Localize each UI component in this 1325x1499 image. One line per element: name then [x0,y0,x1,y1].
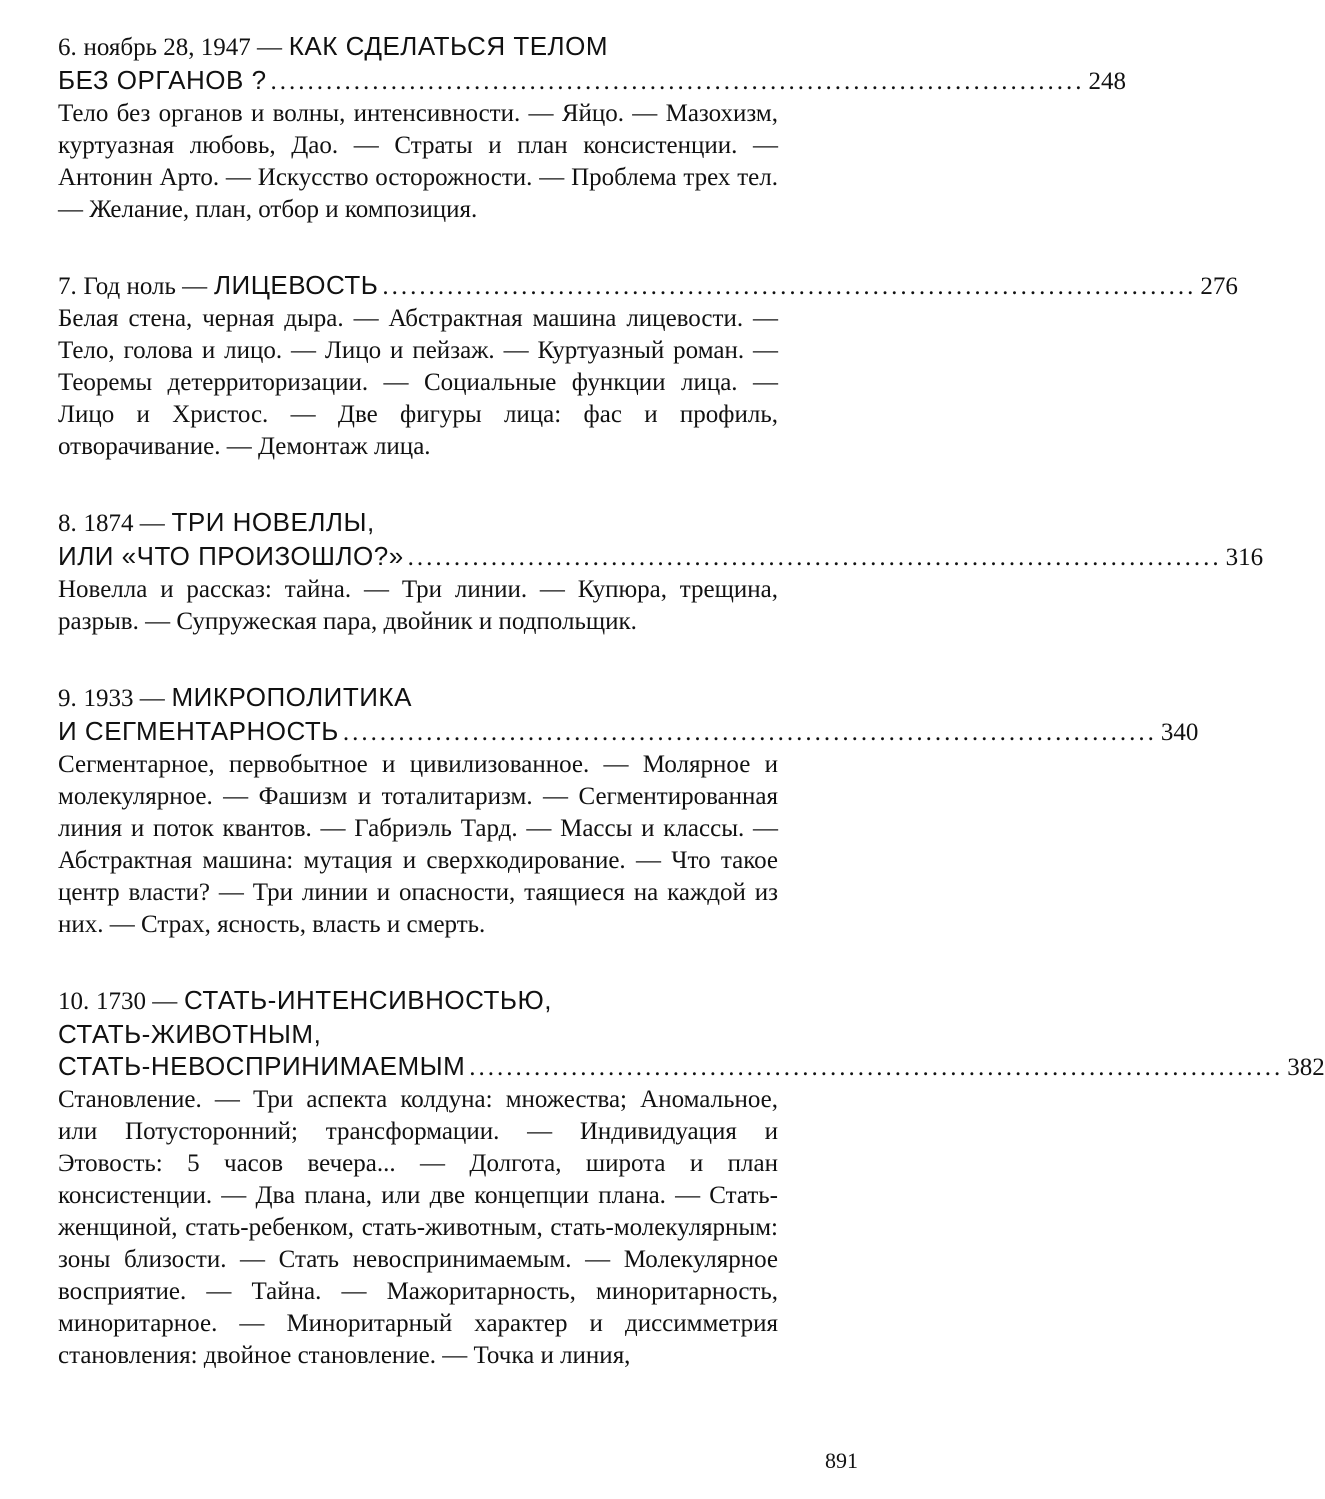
entry-title-continuation [58,1018,778,1050]
entry-leader-line [58,540,1264,574]
dot-leader: ........................................................................................ [407,544,1222,571]
page-number: 340 [1160,719,1199,746]
entry-heading [58,30,778,64]
chapter-title-line: И СЕГМЕНТАРНОСТЬ [58,716,339,746]
entry-leader-line [58,1050,1325,1084]
chapter-date: 1874 — [83,510,165,537]
toc-entry-8 [58,506,1264,638]
chapter-title-line: КАК СДЕЛАТЬСЯ ТЕЛОМ [288,31,608,61]
chapter-number: 6. [58,34,77,61]
chapter-title-line: БЕЗ ОРГАНОВ ? [58,65,267,95]
toc-entry-7 [58,269,1238,463]
chapter-date: 1933 — [83,685,165,712]
entry-leader-line [58,269,1238,303]
chapter-number: 10. [58,988,90,1015]
page-number: 248 [1088,68,1127,95]
folio-page-number: 891 [825,1448,858,1473]
chapter-summary: Белая стена, черная дыра. — Абстрактная машина лицевости. — Тело, голова и лицо. — Лицо и пейзаж. — Куртуазный роман. — Теоремы детерриторизации. — Социальные функции лица. — Лицо и Христос. — Две фигуры лица: фас и профиль, отворачивание. — Демонтаж лица. [58,305,778,460]
chapter-title-line: ТРИ НОВЕЛЛЫ, [171,507,375,537]
entry-leader-line [58,715,1199,749]
dot-leader: ........................................................................................ [342,719,1157,746]
page-number: 316 [1225,544,1264,571]
chapter-number: 9. [58,685,77,712]
chapter-number: 8. [58,510,77,537]
chapter-date: Год ноль — [83,273,208,300]
chapter-title-line: СТАТЬ-ЖИВОТНЫМ, [58,1019,322,1049]
chapter-date: ноябрь 28, 1947 — [83,34,283,61]
chapter-title-line: СТАТЬ-НЕВОСПРИНИМАЕМЫМ [58,1051,466,1081]
toc-entry-10 [58,984,1325,1372]
toc-entry-6 [58,30,1127,226]
chapter-title-line: СТАТЬ-ИНТЕНСИВНОСТЬЮ, [184,985,552,1015]
entry-heading [58,984,778,1018]
chapter-title-line: ИЛИ «ЧТО ПРОИЗОШЛО?» [58,541,404,571]
chapter-number: 7. [58,273,77,300]
entry-heading [58,506,778,540]
entry-heading [58,681,778,715]
toc-entry-9 [58,681,1199,941]
entry-leader-line [58,64,1127,98]
chapter-summary: Тело без органов и волны, интенсивности. — Яйцо. — Мазохизм, куртуазная любовь, Дао. — Страты и план консистенции. — Антонин Арто. — Искусство осторожности. — Проблема трех тел. — Желание, план, отбор и композиция. [58,100,778,223]
chapter-date: 1730 — [96,988,178,1015]
dot-leader: ........................................................................................ [270,68,1085,95]
page-number: 276 [1200,273,1238,300]
chapter-title-line: ЛИЦЕВОСТЬ [213,270,379,300]
table-of-contents [58,30,1325,1415]
chapter-summary: Становление. — Три аспекта колдуна: множества; Аномальное, или Потусторонний; трансформации. — Индивидуация и Этовость: 5 часов вечера... — Долгота, широта и план консистенции. — Два плана, или две концепции плана. — Стать-женщиной, стать-ребенком, стать-животным, стать-молекулярным: зоны близости. — Стать невоспринимаемым. — Молекулярное восприятие. — Тайна. — Мажоритарность, миноритарность, миноритарное. — Миноритарный характер и диссимметрия становления: двойное становление. — Точка и линия, [58,1086,778,1369]
dot-leader: ........................................................................................ [382,273,1197,300]
chapter-summary: Сегментарное, первобытное и цивилизованное. — Молярное и молекулярное. — Фашизм и тоталитаризм. — Сегментированная линия и поток квантов. — Габриэль Тард. — Массы и классы. — Абстрактная машина: мутация и сверхкодирование. — Что такое центр власти? — Три линии и опасности, таящиеся на каждой из них. — Страх, ясность, власть и смерть. [58,751,778,938]
dot-leader: ........................................................................................ [469,1054,1284,1081]
chapter-summary: Новелла и рассказ: тайна. — Три линии. — Купюра, трещина, разрыв. — Супружеская пара, двойник и подпольщик. [58,576,778,635]
chapter-title-line: МИКРОПОЛИТИКА [171,682,412,712]
entry-heading [58,269,378,303]
page-number: 382 [1287,1054,1325,1081]
